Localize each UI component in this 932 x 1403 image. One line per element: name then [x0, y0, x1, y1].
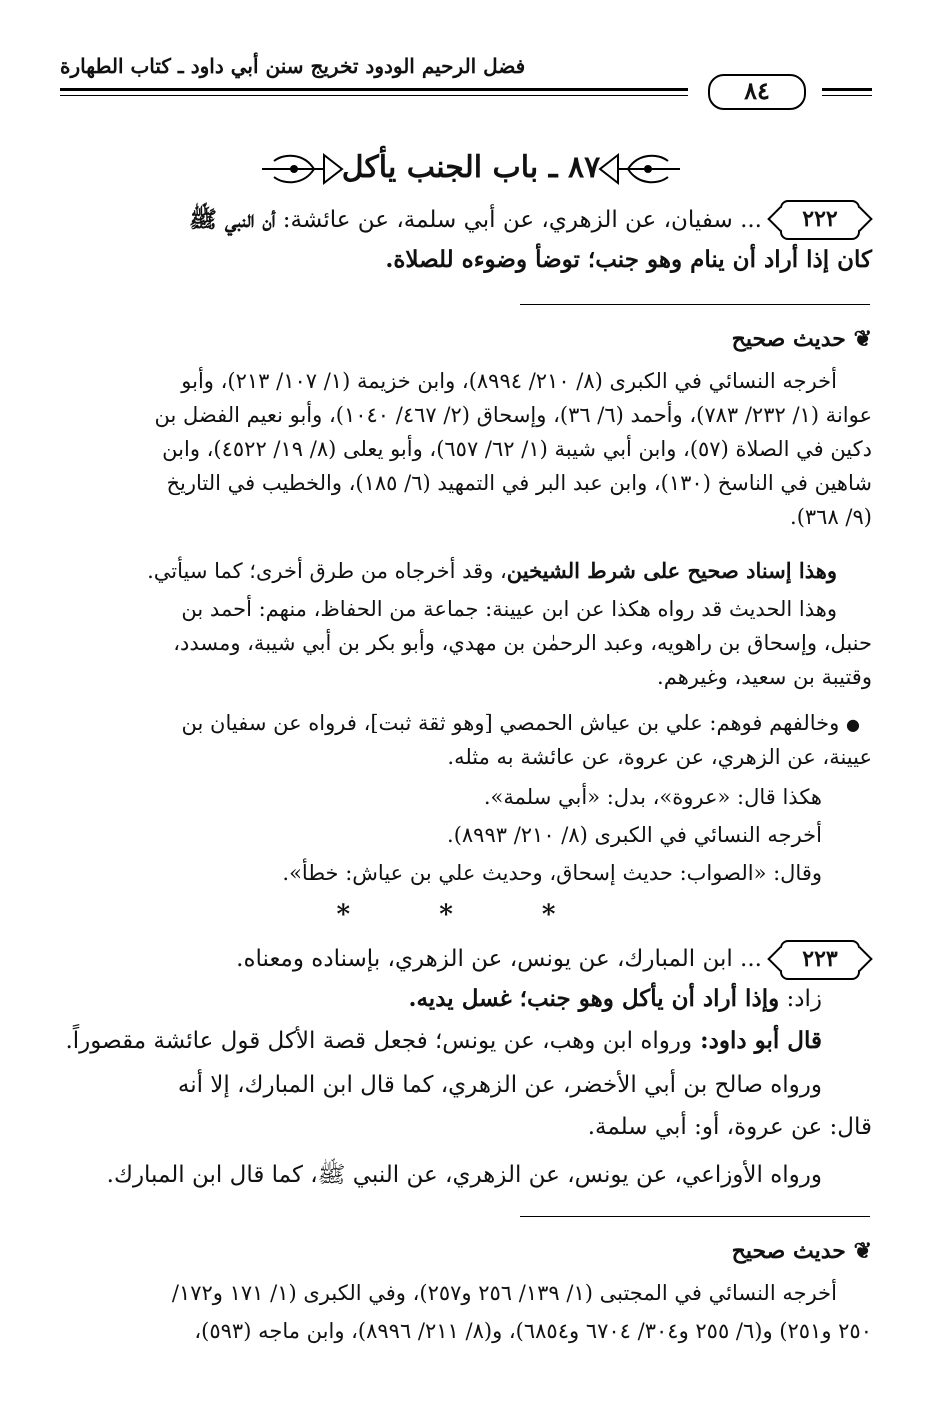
hadith-text-line	[60, 982, 822, 1016]
paragraph-text: وخالفهم فوهم: علي بن عياش الحمصي [وهو ثقة ثبت]، فرواه عن سفيان بن	[181, 711, 840, 735]
hadith-number-badge: ٢٢٢	[780, 200, 860, 240]
zad-text: وإذا أراد أن يأكل وهو جنب؛ غسل يديه.	[408, 985, 780, 1012]
note-line: وقال: «الصواب: حديث إسحاق، وحديث علي بن عياش: خطأ».	[282, 861, 822, 885]
grade-heading	[60, 322, 872, 356]
grade-heading	[60, 1234, 872, 1268]
page-header	[60, 40, 872, 110]
paragraph-line: وهذا الحديث قد رواه هكذا عن ابن عيينة: جماعة من الحفاظ، منهم: أحمد بن	[181, 597, 837, 621]
paragraph-line: دكين في الصلاة (٥٧)، وابن أبي شيبة (١/ ٦٢/ ٦٥٧)، وأبو يعلى (٨/ ١٩/ ٤٥٢٢)، وابن	[162, 437, 872, 461]
book-icon: ❦	[845, 326, 872, 352]
hadith-number-badge: ٢٢٣	[780, 940, 860, 980]
section-divider-stars: * * *	[336, 900, 596, 930]
header-rule	[822, 95, 872, 96]
hadith-text-bold: أن النبي ﷺ	[189, 206, 276, 233]
ornament-icon	[260, 147, 344, 191]
separator-rule	[520, 304, 870, 305]
separator-rule	[520, 1216, 870, 1217]
header-rule	[60, 95, 688, 96]
paragraph-line: شاهين في الناسخ (١٣٠)، وابن عبد البر في التمهيد (٦/ ١٨٥)، والخطيب في التاريخ	[166, 471, 872, 495]
paragraph-line: أخرجه النسائي في الكبرى (٨/ ٢١٠/ ٨٩٩٤)، وابن خزيمة (١/ ١٠٧/ ٢١٣)، وأبو	[181, 369, 837, 393]
paragraph-line: أخرجه النسائي في المجتبى (١/ ١٣٩/ ٢٥٦ و٢٥٧)، وفي الكبرى (١/ ١٧١ و١٧٢/	[171, 1281, 837, 1305]
paragraph-line: عوانة (١/ ٢٣٢/ ٧٨٣)، وأحمد (٦/ ٣٦)، وإسحاق (٢/ ٤٦٧/ ١٠٤٠)، وأبو نعيم الفضل بن	[154, 403, 872, 427]
chapter-heading	[0, 145, 932, 195]
paragraph-line: ٢٥٠ و٢٥١) و(٦/ ٢٥٥ و٣٠٤/ ٦٧٠٤ و٦٨٥٤)، و(٨/ ٢١١/ ٨٩٩٦)، وابن ماجه (٥٩٣)،	[194, 1319, 872, 1343]
zad-label: زاد:	[779, 986, 822, 1012]
paragraph-line	[60, 554, 837, 588]
hadith-text-line: ورواه الأوزاعي، عن يونس، عن الزهري، عن النبي ﷺ، كما قال ابن المبارك.	[106, 1162, 822, 1188]
abu-dawud-label: قال أبو داود:	[692, 1027, 822, 1054]
paragraph-line	[60, 706, 860, 742]
note-line: أخرجه النسائي في الكبرى (٨/ ٢١٠/ ٨٩٩٣).	[447, 823, 822, 847]
chapter-title: ٨٧ ـ باب الجنب يأكل	[341, 150, 601, 185]
book-icon: ❦	[845, 1238, 872, 1264]
grade-heading-text: حديث صحيح	[731, 1238, 846, 1264]
paragraph-line: عيينة، عن الزهري، عن عروة، عن عائشة به مثله.	[447, 745, 872, 769]
hadith-text-line	[60, 1024, 822, 1058]
grade-heading-text: حديث صحيح	[731, 326, 846, 352]
header-rule	[822, 88, 872, 91]
page-number: ٨٤	[708, 74, 806, 110]
header-rule	[60, 88, 688, 91]
hadith-text: ... سفيان، عن الزهري، عن أبي سلمة، عن عائشة:	[275, 207, 762, 233]
paragraph-line: حنبل، وإسحاق بن راهويه، وعبد الرحمٰن بن مهدي، وأبو بكر بن أبي شيبة، ومسدد،	[173, 631, 872, 655]
hadith-text-line: ... ابن المبارك، عن يونس، عن الزهري، بإسناده ومعناه.	[236, 946, 762, 972]
hadith-text-line: كان إذا أراد أن ينام وهو جنب؛ توضأ وضوءه للصلاة.	[385, 246, 872, 273]
ornament-icon	[598, 147, 682, 191]
isnad-bold: وهذا إسناد صحيح على شرط الشيخين	[506, 558, 837, 583]
running-title: فضل الرحيم الودود تخريج سنن أبي داود ـ كتاب الطهارة	[60, 54, 526, 78]
hadith-text-line	[60, 203, 762, 237]
note-line: هكذا قال: «عروة»، بدل: «أبي سلمة».	[483, 785, 822, 809]
paragraph-line: وقتيبة بن سعيد، وغيرهم.	[657, 665, 872, 689]
hadith-text-line: ورواه صالح بن أبي الأخضر، عن الزهري، كما قال ابن المبارك، إلا أنه	[177, 1072, 822, 1098]
bullet-icon: ●	[846, 715, 860, 734]
paragraph-line: (٩/ ٣٦٨).	[790, 505, 872, 529]
hadith-text-line: قال: عن عروة، أو: أبي سلمة.	[587, 1114, 872, 1140]
abu-dawud-text: ورواه ابن وهب، عن يونس؛ فجعل قصة الأكل قول عائشة مقصوراً.	[65, 1028, 693, 1054]
isnad-rest: ، وقد أخرجاه من طرق أخرى؛ كما سيأتي.	[147, 559, 507, 583]
